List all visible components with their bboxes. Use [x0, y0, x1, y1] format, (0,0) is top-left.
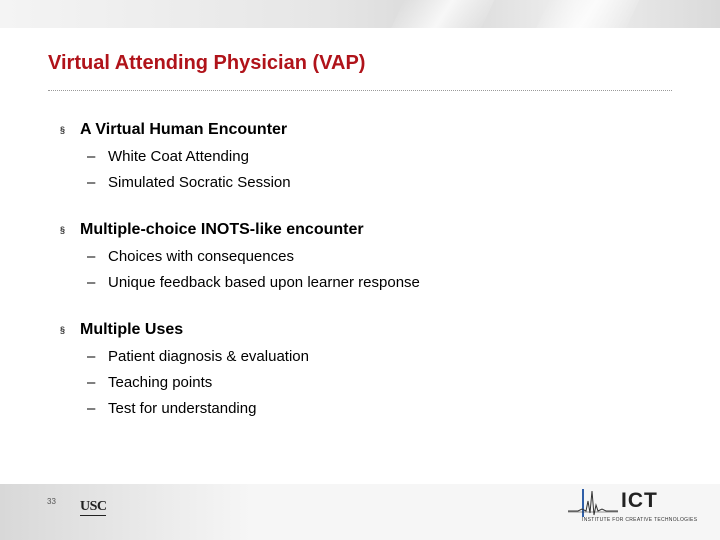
bullet-text: A Virtual Human Encounter [80, 121, 288, 138]
sub-item-text: Teaching points [108, 374, 213, 391]
bullet-text: Multiple-choice INOTS-like encounter [80, 221, 364, 238]
dash-marker: – [87, 174, 96, 191]
header-streak [526, 0, 644, 28]
dash-marker: – [87, 148, 96, 165]
sub-item-text: Simulated Socratic Session [108, 174, 291, 191]
bullet-marker: § [60, 225, 66, 235]
dash-marker: – [87, 248, 96, 265]
bullet-marker: § [60, 325, 66, 335]
usc-logo [80, 499, 107, 515]
sub-item-text: Patient diagnosis & evaluation [108, 348, 309, 365]
ict-logo-text: ICT [621, 489, 658, 512]
sub-item-text: Test for understanding [108, 400, 257, 417]
bullet-marker: § [60, 125, 66, 135]
ict-logo-tagline: INSTITUTE FOR CREATIVE TECHNOLOGIES [582, 517, 698, 523]
title-divider [48, 90, 672, 91]
sub-item-text: White Coat Attending [108, 148, 249, 165]
slide-title: Virtual Attending Physician (VAP) [48, 52, 366, 74]
page-number: 33 [47, 497, 56, 506]
dash-marker: – [87, 374, 96, 391]
header-band [0, 0, 720, 28]
dash-marker: – [87, 348, 96, 365]
dash-marker: – [87, 400, 96, 417]
sub-item-text: Choices with consequences [108, 248, 294, 265]
header-streak [381, 0, 499, 28]
bullet-text: Multiple Uses [80, 321, 184, 338]
dash-marker: – [87, 274, 96, 291]
usc-logo-underline [80, 515, 106, 516]
usc-logo-text: USC [80, 499, 107, 514]
sub-item-text: Unique feedback based upon learner response [108, 274, 420, 291]
